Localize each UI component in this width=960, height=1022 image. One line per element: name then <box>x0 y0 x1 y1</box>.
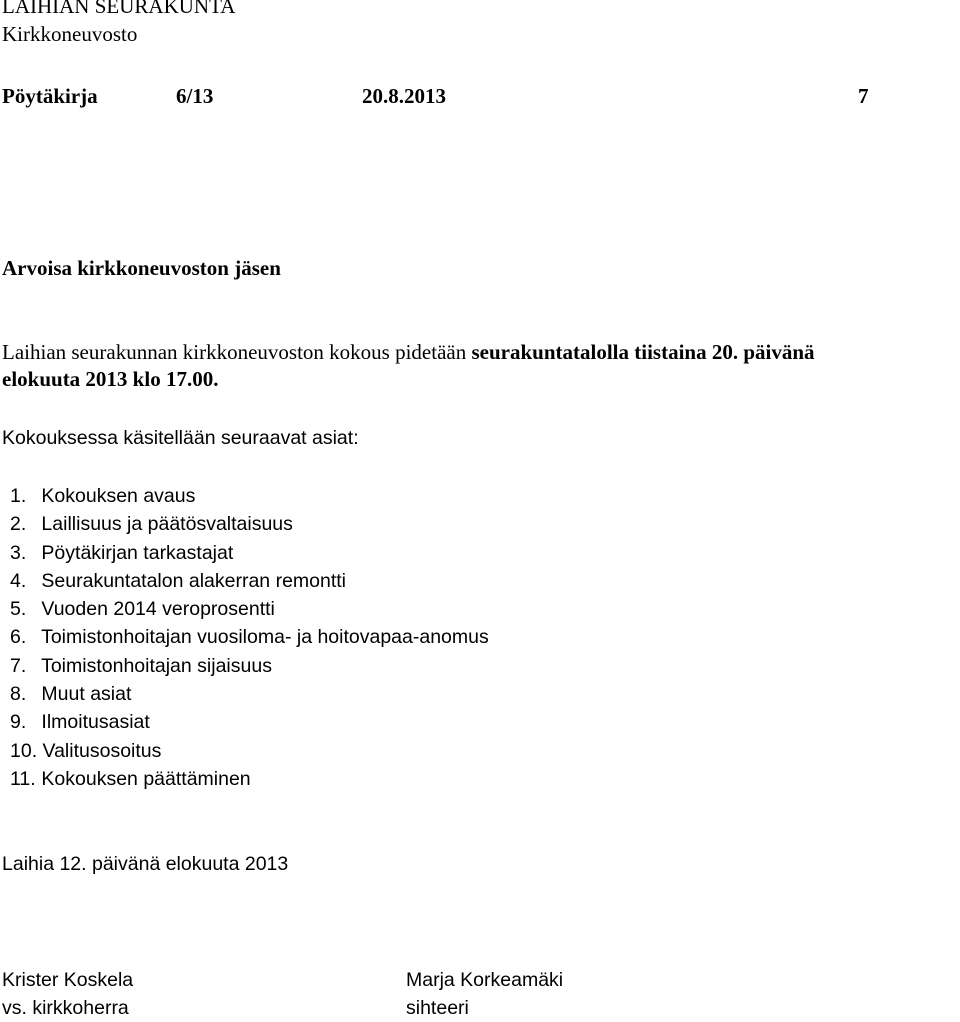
agenda-item <box>10 737 489 765</box>
agenda-item-number: 10. <box>10 739 38 762</box>
place-and-date: Laihia 12. päivänä elokuuta 2013 <box>2 853 289 875</box>
agenda-item-text: Kokouksen päättäminen <box>41 767 251 790</box>
agenda-item-text: Muut asiat <box>41 683 132 706</box>
agenda-item-text: Toimistonhoitajan sijaisuus <box>41 654 272 677</box>
signatory-name: Krister Koskela <box>2 969 134 991</box>
page-number: 7 <box>858 84 869 108</box>
agenda-item-text: Vuoden 2014 veroprosentti <box>41 598 275 621</box>
agenda-item-number: 2. <box>10 513 27 536</box>
agenda-item <box>10 567 489 595</box>
agenda-item-text: Toimistonhoitajan vuosiloma- ja hoitovapaa-anomus <box>41 626 489 649</box>
agenda-item-number: 8. <box>10 683 27 706</box>
agenda-item <box>10 680 489 708</box>
invitation-location-time: seurakuntatalolla tiistaina 20. päivänä <box>471 340 815 364</box>
agenda-item <box>10 595 489 623</box>
body-name: Kirkkoneuvosto <box>2 22 138 46</box>
agenda-item-number: 1. <box>10 485 27 507</box>
doc-date: 20.8.2013 <box>362 84 446 108</box>
agenda-item <box>10 623 489 651</box>
agenda-item-number: 3. <box>10 541 27 564</box>
agenda-item-number: 7. <box>10 654 27 677</box>
agenda-item <box>10 652 489 680</box>
salutation: Arvoisa kirkkoneuvoston jäsen <box>2 256 281 280</box>
organization-name: LAIHIAN SEURAKUNTA <box>2 0 236 18</box>
doc-number: 6/13 <box>176 84 214 108</box>
agenda-item-text: Pöytäkirjan tarkastajat <box>41 541 234 564</box>
invitation-date-time: elokuuta 2013 klo 17.00. <box>2 367 219 391</box>
agenda-item <box>10 482 489 510</box>
agenda-item-number: 9. <box>10 711 27 734</box>
agenda-list <box>10 482 489 793</box>
agenda-item-text: Seurakuntatalon alakerran remontti <box>41 569 347 592</box>
agenda-item <box>10 539 489 567</box>
agenda-item-number: 5. <box>10 598 27 621</box>
agenda-item-text: Valitusosoitus <box>42 739 162 762</box>
signature-block-left <box>2 966 133 1022</box>
signature-block-right <box>406 966 563 1022</box>
signatory-name: Marja Korkeamäki <box>406 969 564 991</box>
doc-type: Pöytäkirja <box>2 84 98 108</box>
agenda-item-number: 6. <box>10 626 27 649</box>
signatory-title: sihteeri <box>406 997 469 1019</box>
invitation-text: Laihian seurakunnan kirkkoneuvoston kokous pidetään <box>2 340 472 364</box>
agenda-item <box>10 708 489 736</box>
agenda-item-number: 4. <box>10 569 27 592</box>
agenda-item-number: 11. <box>10 767 36 790</box>
agenda-item-text: Kokouksen avaus <box>41 485 196 507</box>
agenda-item <box>10 510 489 538</box>
agenda-item <box>10 765 489 793</box>
agenda-intro: Kokouksessa käsitellään seuraavat asiat: <box>2 427 359 449</box>
signatory-title: vs. kirkkoherra <box>2 997 129 1019</box>
agenda-item-text: Ilmoitusasiat <box>41 711 150 734</box>
agenda-item-text: Laillisuus ja päätösvaltaisuus <box>41 513 293 536</box>
